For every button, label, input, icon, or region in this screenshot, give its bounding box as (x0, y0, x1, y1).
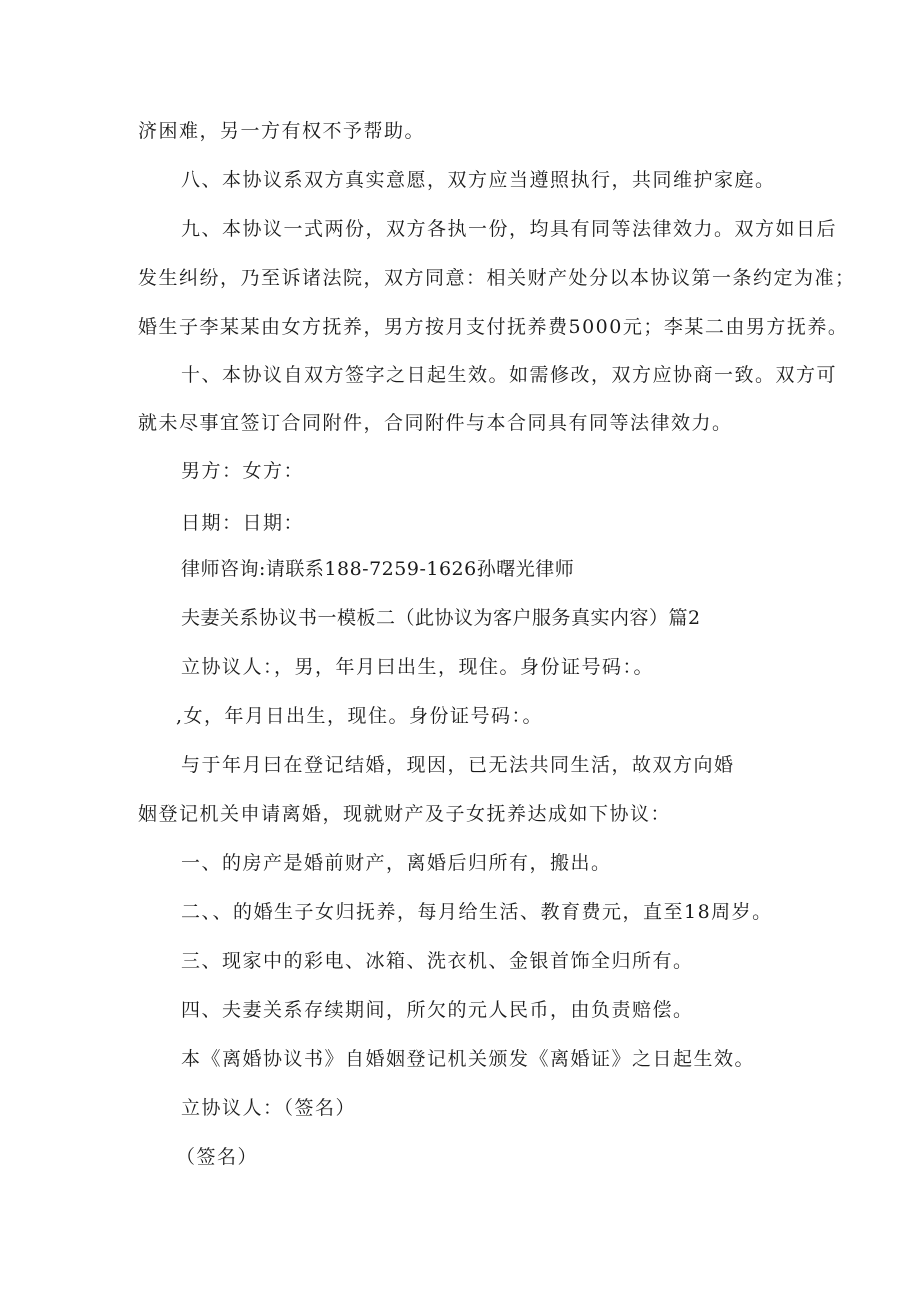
text-line: 发生纠纷，乃至诉诸法院，双方同意：相关财产处分以本协议第一条约定为准； (138, 267, 856, 289)
text-line: 济困难，另一方有权不予帮助。 (138, 120, 426, 142)
text-line: ,女，年月日出生，现住。身份证号码：。 (176, 705, 544, 727)
text-line: 就未尽事宜签订合同附件，合同附件与本合同具有同等法律效力。 (138, 412, 733, 434)
signature-line: 立协议人：（签名） (181, 1097, 357, 1119)
text-line: 十、本协议自双方签字之日起生效。如需修改，双方应协商一致。双方可 (181, 364, 838, 386)
text-line: 四、夫妻关系存续期间，所欠的元人民币，由负责赔偿。 (181, 999, 694, 1021)
text-line: 本《离婚协议书》自婚姻登记机关颁发《离婚证》之日起生效。 (181, 1048, 756, 1070)
text-line: 三、现家中的彩电、冰箱、洗衣机、金银首饰全归所有。 (181, 950, 694, 972)
text-line: 与于年月曰在登记结婚，现因，已无法共同生活，故双方向婚 (181, 754, 735, 776)
section-title: 夫妻关系协议书一模板二（此协议为客户服务真实内容）篇2 (181, 607, 701, 629)
text-line: 九、本协议一式两份，双方各执一份，均具有同等法律效力。双方如日后 (181, 218, 838, 240)
text-line: 立协议人：，男，年月曰出生，现住。身份证号码：。 (181, 656, 655, 678)
text-line: 八、本协议系双方真实意愿，双方应当遵照执行，共同维护家庭。 (181, 169, 776, 191)
text-line: 姻登记机关申请离婚，现就财产及子女抚养达成如下协议： (138, 803, 672, 825)
signature-dates-line: 日期：日期： (181, 512, 305, 534)
signature-parties-line: 男方：女方： (181, 460, 305, 482)
text-line: 二、、的婚生子女归抚养，每月给生活、教育费元，直至18周岁。 (181, 901, 773, 923)
text-line: 婚生子李某某由女方抚养，男方按月支付抚养费5000元；李某二由男方抚养。 (138, 316, 849, 338)
text-line: 一、的房产是婚前财产，离婚后归所有，搬出。 (181, 852, 612, 874)
signature-line: （签名） (176, 1146, 259, 1168)
lawyer-contact-line: 律师咨询:请联系188-7259-1626孙曙光律师 (181, 558, 575, 580)
